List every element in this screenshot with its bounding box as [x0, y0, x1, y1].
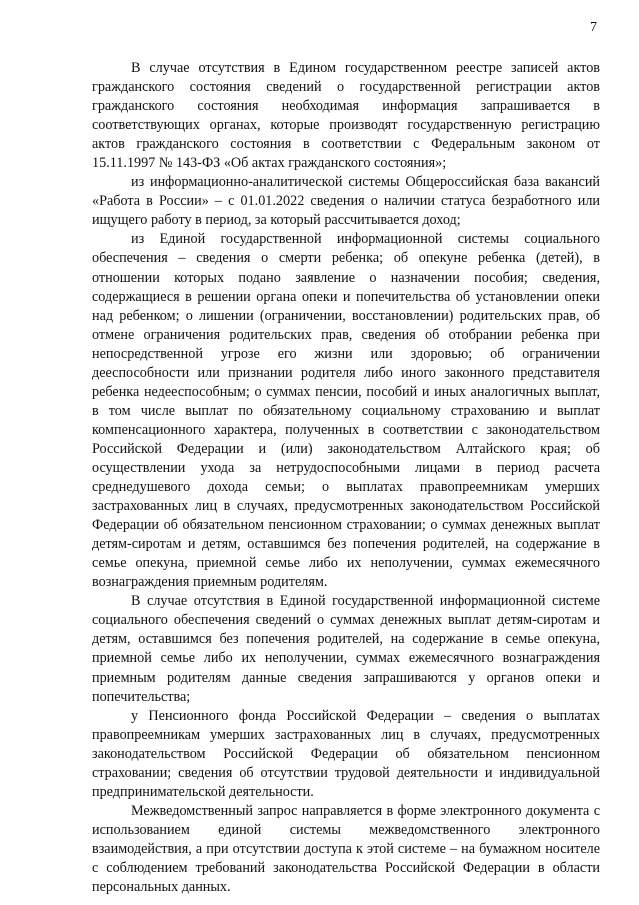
paragraph-pension-fund: у Пенсионного фонда Российской Федерации – сведения о выплатах правопреемникам умерших застрахованных лиц в случаях, предусмотренных законодательством Российской Федерации об обязательном пенсионном страховании; сведения об отсутствии трудовой деятельности и индивидуальной предпринимательской деятельности.: [92, 707, 600, 800]
paragraph-guardianship-request: В случае отсутствия в Единой государственной информационной системе социального обеспечения сведений о суммах денежных выплат детям-сиротам и детям, оставшимся без попечения родителей, на содержание в семье опекуна, приемной семье либо их неполучении, суммах ежемесячного вознаграждения приемным родителям данные сведения запрашиваются у органов опеки и попечительства;: [92, 593, 600, 705]
paragraph-job-database: из информационно-аналитической системы Общероссийская база вакансий «Работа в России» – с 01.01.2022 сведения о наличии статуса безработного или ищущего работу в период, за который рассчитывается доход;: [92, 174, 600, 229]
paragraph-social-security-system: из Единой государственной информационной системы социального обеспечения – сведения о смерти ребенка; об опекуне ребенка (детей), в отношении которых подано заявление о назначении пособия; сведения, содержащиеся в решении органа опеки и попечительства об установлении опеки над ребенком; о лишении (ограничении, восстановлении) родительских прав, об отмене ограничения родительских прав, сведения об отобрании ребенка при непосредственной угрозе его жизни или здоровью; об ограничении дееспособности или признании родителя либо иного законного представителя ребенка недееспособным; о суммах пенсии, пособий и иных аналогичных выплат, в том числе выплат по обязательному социальному страхованию и выплат компенсационного характера, полученных в соответствии с законодательством Российской Федерации и (или) законодательством Алтайского края; об осуществлении ухода за нетрудоспособными лицами в период расчета среднедушевого дохода семьи; о выплатах правопреемникам умерших застрахованных лиц в случаях, предусмотренных законодательством Российской Федерации об обязательном пенсионном страховании; о суммах денежных выплат детям-сиротам и детям, оставшимся без попечения родителей, на содержание в семье опекуна, приемной семье либо их неполучении, суммах ежемесячного вознаграждения приемным родителям.: [92, 231, 600, 591]
paragraph-civil-registry: В случае отсутствия в Едином государственном реестре записей актов гражданского состояния сведений о государственной регистрации актов гражданского состояния необходимая информация запрашивается в соответствующих органах, которые производят государственную регистрацию актов гражданского состояния в соответствии с Федеральным законом от 15.11.1997 № 143-ФЗ «Об актах гражданского состояния»;: [92, 60, 600, 172]
page-number: 7: [590, 20, 597, 35]
paragraph-interagency-request: Межведомственный запрос направляется в форме электронного документа с использованием единой системы межведомственного электронного взаимодействия, а при отсутствии доступа к этой системе – на бумажном носителе с соблюдением требований законодательства Российской Федерации в области персональных данных.: [92, 802, 600, 896]
document-body: [92, 59, 600, 897]
